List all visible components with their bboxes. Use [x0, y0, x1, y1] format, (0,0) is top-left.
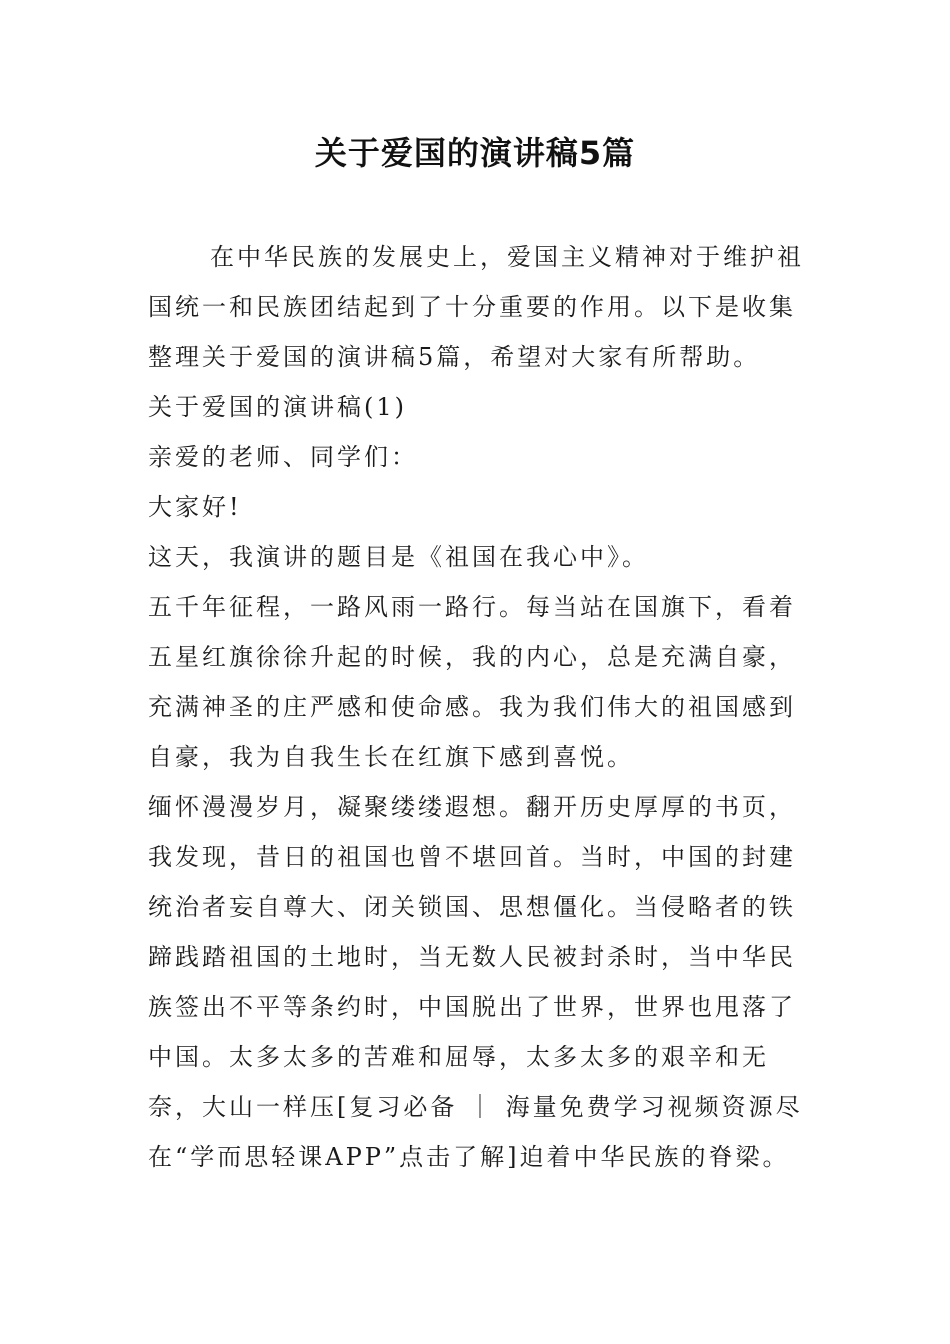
intro-paragraph: 在中华民族的发展史上，爱国主义精神对于维护祖国统一和民族团结起到了十分重要的作用。以下是收集整理关于爱国的演讲稿5篇，希望对大家有所帮助。 — [148, 243, 804, 371]
salutation: 亲爱的老师、同学们： — [148, 443, 418, 471]
document-body — [148, 232, 808, 1182]
body-paragraph: 缅怀漫漫岁月，凝聚缕缕遐想。翻开历史厚厚的书页，我发现，昔日的祖国也曾不堪回首。当时，中国的封建统治者妄自尊大、闭关锁国、思想僵化。当侵略者的铁蹄践踏祖国的土地时，当无数人民被封杀时，当中华民族签出不平等条约时，中国脱出了世界，世界也甩落了中国。太多太多的苦难和屈辱，太多太多的艰辛和无奈，大山一样压[复习必备 ｜ 海量免费学习视频资源尽在“学而思轻课APP”点击了解]迫着中华民族的脊梁。 — [148, 793, 803, 1171]
section-heading: 关于爱国的演讲稿(1) — [148, 393, 407, 421]
body-paragraph: 五千年征程，一路风雨一路行。每当站在国旗下，看着五星红旗徐徐升起的时候，我的内心，总是充满自豪，充满神圣的庄严感和使命感。我为我们伟大的祖国感到自豪，我为自我生长在红旗下感到喜悦。 — [148, 593, 796, 771]
speech-topic: 这天，我演讲的题目是《祖国在我心中》。 — [148, 543, 649, 571]
greeting: 大家好! — [148, 493, 242, 521]
document-title: 关于爱国的演讲稿5篇 — [314, 134, 636, 172]
